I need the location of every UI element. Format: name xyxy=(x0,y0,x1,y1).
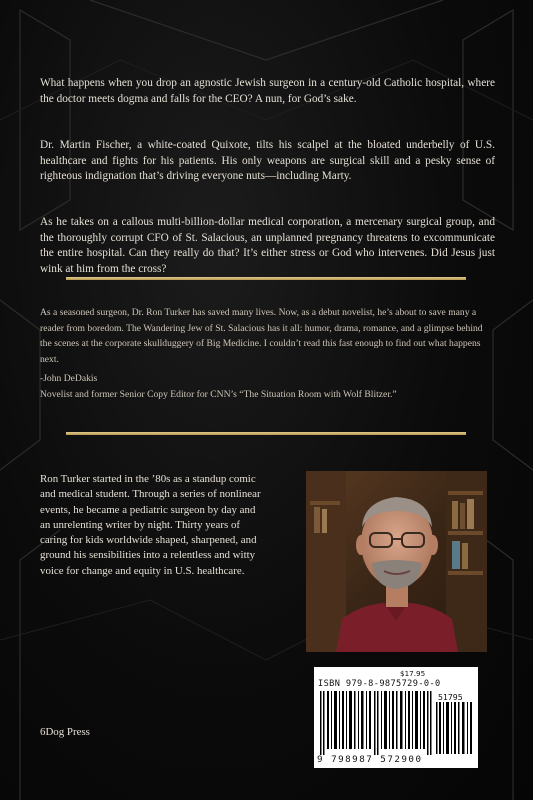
blurb-paragraph-2: Dr. Martin Fischer, a white-coated Quixote, tilts his scalpel at the bloated underbelly of U.S. healthcare and fights for his patients. His only weapons are surgical skill and a pesky sense of righteous indignation that’s driving everyone nuts—including Marty. xyxy=(40,139,495,182)
author-photo xyxy=(306,471,487,652)
publisher-name: 6Dog Press xyxy=(40,726,90,738)
author-bio: Ron Turker started in the ’80s as a standup comic and medical student. Through a series of nonlinear events, he became a pediatric surgeon by day and an unrelenting writer by night. Thirty years of caring for kids worldwide shaped, sharpened, and ground his sensibilities into a relentless and witty voice for change and equity in U.S. healthcare. xyxy=(40,473,261,577)
price-addon-code: 51795 xyxy=(438,692,463,702)
review-author: -John DeDakis xyxy=(40,373,98,384)
isbn-barcode xyxy=(314,667,478,768)
ean-digits: 9 798987 572900 xyxy=(317,754,423,765)
gold-divider-top xyxy=(66,277,466,280)
barcode-bars xyxy=(320,691,432,755)
addon-barcode-bars xyxy=(436,702,474,754)
price-label: $17.95 xyxy=(400,669,426,678)
blurb-paragraph-3: As he takes on a callous multi-billion-dollar medical corporation, a mercenary surgical group, and the thoroughly corrupt CFO of St. Salacious, an unplanned pregnancy threatens to excommunicate the entire hospital. Can they really do that? It’s either stress or God who intervenes. Did Jesus just wink at him from the cross? xyxy=(40,216,495,275)
review-author-title: Novelist and former Senior Copy Editor for CNN’s “The Situation Room with Wolf Blitzer.” xyxy=(40,389,397,400)
gold-divider-bottom xyxy=(66,432,466,435)
isbn-text: ISBN 979-8-9875729-0-0 xyxy=(318,679,441,689)
review-quote: As a seasoned surgeon, Dr. Ron Turker has saved many lives. Now, as a debut novelist, he’s about to save many a reader from boredom. The Wandering Jew of St. Salacious has it all: humor, drama, romance, and a glimpse behind the scenes at the corporate skullduggery of Big Medicine. I couldn’t read this fast enough to find out what happens next. xyxy=(40,307,483,365)
blurb-paragraph-1: What happens when you drop an agnostic Jewish surgeon in a century-old Catholic hospital, where the doctor meets dogma and falls for the CEO? A nun, for God’s sake. xyxy=(40,77,495,105)
